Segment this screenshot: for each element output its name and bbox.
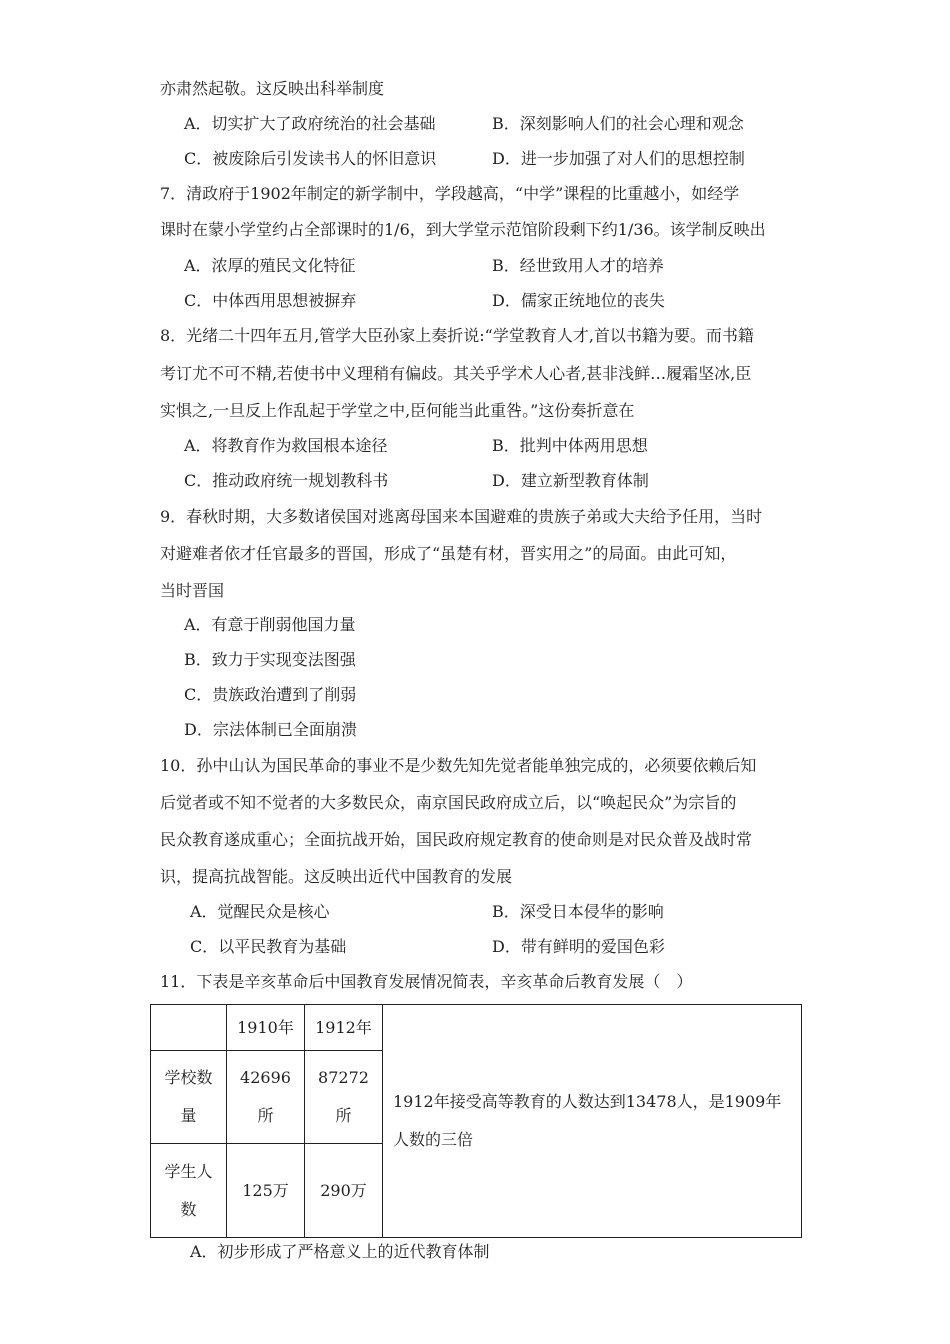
q6-stem-tail: 亦肃然起敬。这反映出科举制度 (160, 79, 385, 98)
table-row-label-students (151, 1144, 227, 1238)
table-cell-line: 所 (335, 1106, 352, 1125)
q9-option-b[interactable]: B．致力于实现变法图强 (184, 650, 356, 669)
q6-option-d[interactable]: D．进一步加强了对人们的思想控制 (492, 149, 745, 168)
q7-option-a[interactable]: A．浓厚的殖民文化特征 (184, 256, 356, 275)
table-cell-schools-1910 (227, 1051, 305, 1144)
q7-stem-line-2: 课时在蒙小学堂约占全部课时的1/6，到大学堂示范馆阶段剩下约1/36。该学制反映出 (160, 220, 766, 239)
q10-stem-line-2: 后觉者或不知不觉者的大多数民众，南京国民政府成立后，以“唤起民众”为宗旨的 (160, 793, 737, 812)
q9-stem-line-2: 对避难者依才任官最多的晋国，形成了“虽楚有材，晋实用之”的局面。由此可知， (160, 544, 737, 563)
table-cell-line: 数 (180, 1199, 197, 1219)
table-header-1910: 1910年 (227, 1005, 305, 1051)
q8-option-b[interactable]: B．批判中体两用思想 (492, 436, 648, 455)
q8-option-a[interactable]: A．将教育作为救国根本途径 (184, 436, 388, 455)
q7-stem-line-1: 7．清政府于1902年制定的新学制中，学段越高，“中学”课程的比重越小，如经学 (160, 184, 740, 203)
q8-stem-line-1: 8．光绪二十四年五月,管学大臣孙家上奏折说:“学堂教育人才,首以书籍为要。而书籍 (160, 326, 754, 345)
q6-option-c[interactable]: C．被废除后引发读书人的怀旧意识 (184, 149, 437, 168)
q8-option-c[interactable]: C．推动政府统一规划教科书 (184, 471, 389, 490)
q7-option-c[interactable]: C．中体西用思想被摒弃 (184, 291, 357, 310)
table-cell-line: 学生人 (164, 1161, 213, 1181)
table-note-line-2: 人数的三倍 (393, 1130, 474, 1149)
table-header-row (151, 1005, 802, 1051)
q8-option-d[interactable]: D．建立新型教育体制 (492, 471, 649, 490)
table-cell-line: 所 (257, 1106, 274, 1125)
q6-option-b[interactable]: B．深刻影响人们的社会心理和观念 (492, 114, 744, 133)
education-table (150, 1004, 802, 1238)
q9-option-c[interactable]: C．贵族政治遭到了削弱 (184, 685, 357, 704)
table-cell-students-1910: 125万 (227, 1144, 305, 1238)
table-cell-students-1912: 290万 (305, 1144, 383, 1238)
table-cell-schools-1912 (305, 1051, 383, 1144)
q10-stem-line-3: 民众教育遂成重心；全面抗战开始，国民政府规定教育的使命则是对民众普及战时常 (160, 830, 753, 849)
q10-option-c[interactable]: C．以平民教育为基础 (190, 937, 347, 956)
table-row-label-schools (151, 1051, 227, 1144)
q10-stem-line-1: 10．孙中山认为国民革命的事业不是少数先知先觉者能单独完成的，必须要依赖后知 (160, 756, 757, 775)
table-cell-line: 87272 (318, 1068, 369, 1087)
q7-option-b[interactable]: B．经世致用人才的培养 (492, 256, 664, 275)
table-header-1912: 1912年 (305, 1005, 383, 1051)
q11-stem: 11．下表是辛亥革命后中国教育发展情况简表，辛亥革命后教育发展（ ） (160, 972, 693, 991)
q6-option-a[interactable]: A．切实扩大了政府统治的社会基础 (184, 114, 436, 133)
q11-option-a[interactable]: A．初步形成了严格意义上的近代教育体制 (190, 1242, 490, 1261)
q10-stem-line-4: 识，提高抗战智能。这反映出近代中国教育的发展 (160, 867, 513, 886)
table-header-empty (151, 1005, 227, 1051)
q10-option-b[interactable]: B．深受日本侵华的影响 (492, 902, 664, 921)
table-note-line-1: 1912年接受高等教育的人数达到13478人，是1909年 (393, 1092, 782, 1111)
q10-option-a[interactable]: A．觉醒民众是核心 (190, 902, 330, 921)
table-note-cell (383, 1005, 802, 1238)
table-cell-line: 42696 (240, 1068, 291, 1087)
q8-stem-line-2: 考订尤不可不精,若使书中义理稍有偏歧。其关乎学术人心者,甚非浅鲜…履霜坚冰,臣 (160, 364, 752, 383)
q9-option-a[interactable]: A．有意于削弱他国力量 (184, 615, 356, 634)
q9-stem-line-1: 9．春秋时期，大多数诸侯国对逃离母国来本国避难的贵族子弟或大夫给予任用，当时 (160, 507, 763, 526)
q8-stem-line-3: 实惧之,一旦反上作乱起于学堂之中,臣何能当此重咎。”这份奏折意在 (160, 401, 635, 420)
q7-option-d[interactable]: D．儒家正统地位的丧失 (492, 291, 665, 310)
table-cell-line: 量 (180, 1106, 197, 1125)
q9-stem-line-3: 当时晋国 (160, 581, 225, 600)
table-cell-line: 学校数 (164, 1068, 213, 1087)
q10-option-d[interactable]: D．带有鲜明的爱国色彩 (492, 937, 665, 956)
q9-option-d[interactable]: D．宗法体制已全面崩溃 (184, 720, 357, 739)
